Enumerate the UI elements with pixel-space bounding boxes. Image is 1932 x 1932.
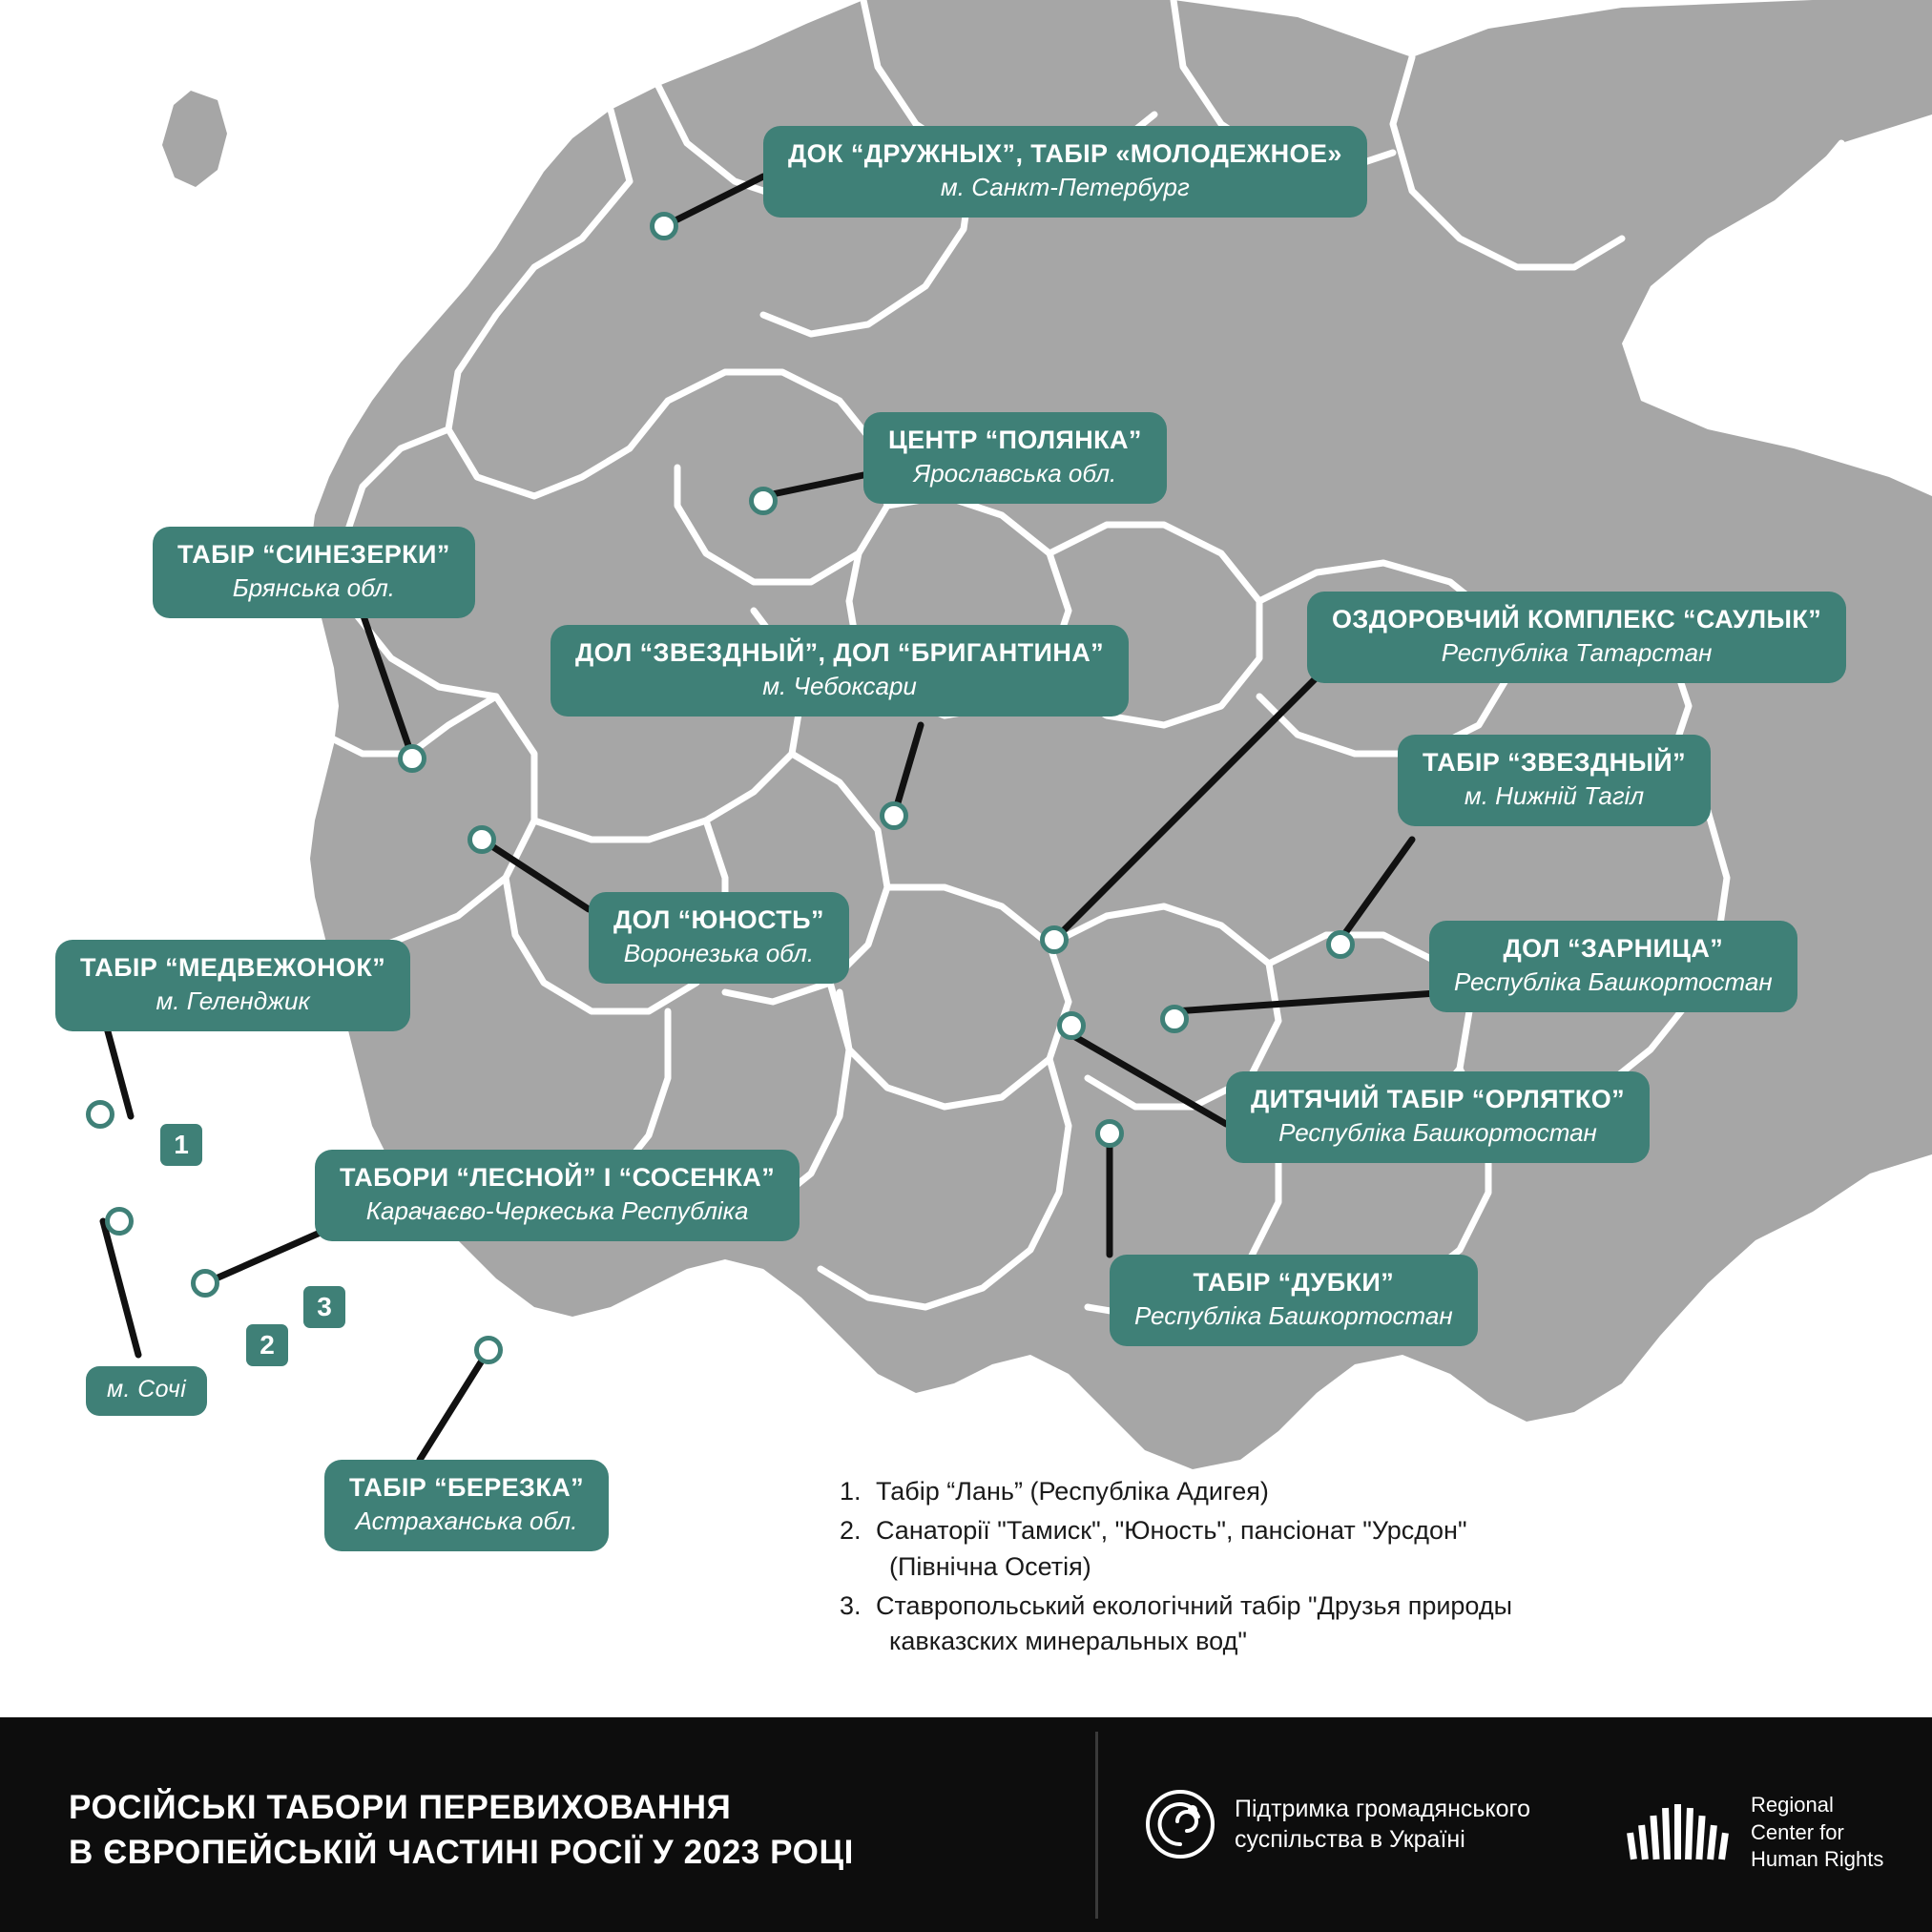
spiral-logo-icon [1145, 1789, 1215, 1859]
regional-center-logo-text [1751, 1792, 1883, 1874]
label-lesnoy-sosenka-subtitle: Карачаєво-Черкеська Республіка [365, 1195, 749, 1225]
map-marker-yunost[interactable] [467, 825, 496, 854]
label-zvezdny-brigantina[interactable] [551, 625, 1129, 717]
label-lesnoy-sosenka-title: ТАБОРИ “ЛЕСНОЙ” І “СОСЕНКА” [340, 1163, 776, 1192]
footer-title-line2: В ЄВРОПЕЙСЬКІЙ ЧАСТИНІ РОСІЇ У 2023 РОЦІ [69, 1833, 854, 1871]
footer-title [69, 1786, 1042, 1875]
legend-item-2-text [876, 1513, 1803, 1585]
legend-item-1-number: 1. [840, 1477, 862, 1506]
eu-support-logo-text [1235, 1794, 1530, 1855]
map-marker-druzhnyh[interactable] [650, 212, 678, 240]
label-zarnica-title: ДОЛ “ЗАРНИЦА” [1503, 934, 1724, 963]
label-polyanka-subtitle: Ярославська обл. [913, 458, 1117, 488]
label-zvezdny-tagil[interactable] [1398, 735, 1711, 826]
map-marker-sochi[interactable] [105, 1207, 134, 1236]
label-sochi-title: м. Сочі [107, 1376, 187, 1402]
legend-item-3-line2: кавказских минеральных вод" [889, 1627, 1247, 1655]
label-druzhnyh[interactable] [763, 126, 1367, 218]
label-sinezerki-title: ТАБІР “СИНЕЗЕРКИ” [177, 540, 450, 569]
label-yunost-title: ДОЛ “ЮНОСТЬ” [613, 905, 824, 934]
map-marker-zarnica[interactable] [1160, 1005, 1189, 1033]
label-polyanka-title: ЦЕНТР “ПОЛЯНКА” [888, 426, 1142, 454]
map-marker-berezka[interactable] [474, 1336, 503, 1364]
label-zvezdny-tagil-title: ТАБІР “ЗВЕЗДНЫЙ” [1423, 748, 1687, 777]
label-zarnica-subtitle: Республіка Башкортостан [1454, 966, 1773, 996]
numbered-marker-3[interactable]: 3 [303, 1286, 345, 1328]
regional-center-logo [1627, 1792, 1883, 1874]
label-lesnoy-sosenka[interactable] [315, 1150, 800, 1241]
map-marker-lesnoy-sosenka[interactable] [191, 1269, 219, 1298]
bars-logo-icon [1627, 1800, 1734, 1865]
label-dubki[interactable] [1110, 1255, 1478, 1346]
label-orlyatko-title: ДИТЯЧИЙ ТАБІР “ОРЛЯТКО” [1251, 1085, 1626, 1113]
legend-item-3-number: 3. [840, 1590, 862, 1620]
label-orlyatko-subtitle: Республіка Башкортостан [1278, 1117, 1597, 1147]
legend-item-3-line1: Ставропольський екологічний табір "Друзья природы [876, 1590, 1513, 1620]
label-berezka[interactable] [324, 1460, 609, 1551]
legend-item-3-text [876, 1589, 1803, 1660]
legend-item-2-line1: Санаторії "Тамиск", "Юность", пансіонат "Урсдон" [876, 1516, 1467, 1546]
label-druzhnyh-subtitle: м. Санкт-Петербург [940, 172, 1190, 201]
map-marker-zvezdny-tagil[interactable] [1326, 930, 1355, 959]
label-saulyk[interactable] [1307, 592, 1846, 683]
map-marker-sinezerki[interactable] [398, 744, 426, 773]
label-sochi[interactable] [86, 1366, 207, 1416]
label-sinezerki-subtitle: Брянська обл. [232, 572, 396, 602]
legend-list [840, 1474, 1803, 1663]
numbered-marker-2[interactable]: 2 [246, 1324, 288, 1366]
label-zvezdny-tagil-subtitle: м. Нижній Тагіл [1464, 780, 1645, 810]
regional-center-logo-line2: Center for [1751, 1819, 1844, 1844]
label-yunost[interactable] [589, 892, 849, 984]
footer-divider [1095, 1732, 1098, 1919]
label-yunost-subtitle: Воронезька обл. [623, 938, 815, 967]
numbered-marker-1[interactable]: 1 [160, 1124, 202, 1166]
label-saulyk-subtitle: Республіка Татарстан [1441, 637, 1713, 667]
label-medvezhonok[interactable] [55, 940, 410, 1031]
map-marker-dubki[interactable] [1095, 1119, 1124, 1148]
regional-center-logo-line1: Regional [1751, 1793, 1834, 1817]
map-marker-medvezhonok[interactable] [86, 1100, 114, 1129]
label-dubki-subtitle: Республіка Башкортостан [1134, 1300, 1453, 1330]
legend-item-1-text: Табір “Лань” (Республіка Адигея) [876, 1477, 1269, 1506]
label-druzhnyh-title: ДОК “ДРУЖНЫХ”, ТАБІР «МОЛОДЕЖНОЕ» [788, 139, 1342, 168]
regional-center-logo-line3: Human Rights [1751, 1847, 1884, 1872]
footer-title-line1: РОСІЙСЬКІ ТАБОРИ ПЕРЕВИХОВАННЯ [69, 1789, 732, 1826]
legend-item-2-number: 2. [840, 1516, 862, 1546]
legend-item-2 [840, 1513, 1803, 1585]
label-polyanka[interactable] [863, 412, 1167, 504]
legend-item-1 [840, 1474, 1803, 1509]
label-zvezdny-brigantina-title: ДОЛ “ЗВЕЗДНЫЙ”, ДОЛ “БРИГАНТИНА” [575, 638, 1105, 667]
eu-support-logo [1145, 1789, 1530, 1859]
map-marker-cheboksary[interactable] [880, 801, 908, 830]
label-dubki-title: ТАБІР “ДУБКИ” [1193, 1268, 1395, 1297]
label-saulyk-title: ОЗДОРОВЧИЙ КОМПЛЕКС “САУЛЫК” [1332, 605, 1822, 634]
label-berezka-subtitle: Астраханська обл. [355, 1506, 578, 1535]
map-marker-orlyatko[interactable] [1057, 1011, 1086, 1040]
map-marker-polyanka[interactable] [749, 487, 778, 515]
label-medvezhonok-title: ТАБІР “МЕДВЕЖОНОК” [80, 953, 386, 982]
label-orlyatko[interactable] [1226, 1071, 1650, 1163]
eu-support-logo-line1: Підтримка громадянського [1235, 1796, 1531, 1822]
legend-item-3 [840, 1589, 1803, 1660]
map-marker-saulyk[interactable] [1040, 925, 1069, 954]
label-sinezerki[interactable] [153, 527, 475, 618]
label-medvezhonok-subtitle: м. Геленджик [156, 986, 310, 1015]
label-berezka-title: ТАБІР “БЕРЕЗКА” [349, 1473, 585, 1502]
legend-item-2-line2: (Північна Осетія) [889, 1551, 1091, 1581]
eu-support-logo-line2: суспільства в Україні [1235, 1826, 1465, 1853]
label-zarnica[interactable] [1429, 921, 1797, 1012]
label-zvezdny-brigantina-subtitle: м. Чебоксари [762, 671, 917, 700]
